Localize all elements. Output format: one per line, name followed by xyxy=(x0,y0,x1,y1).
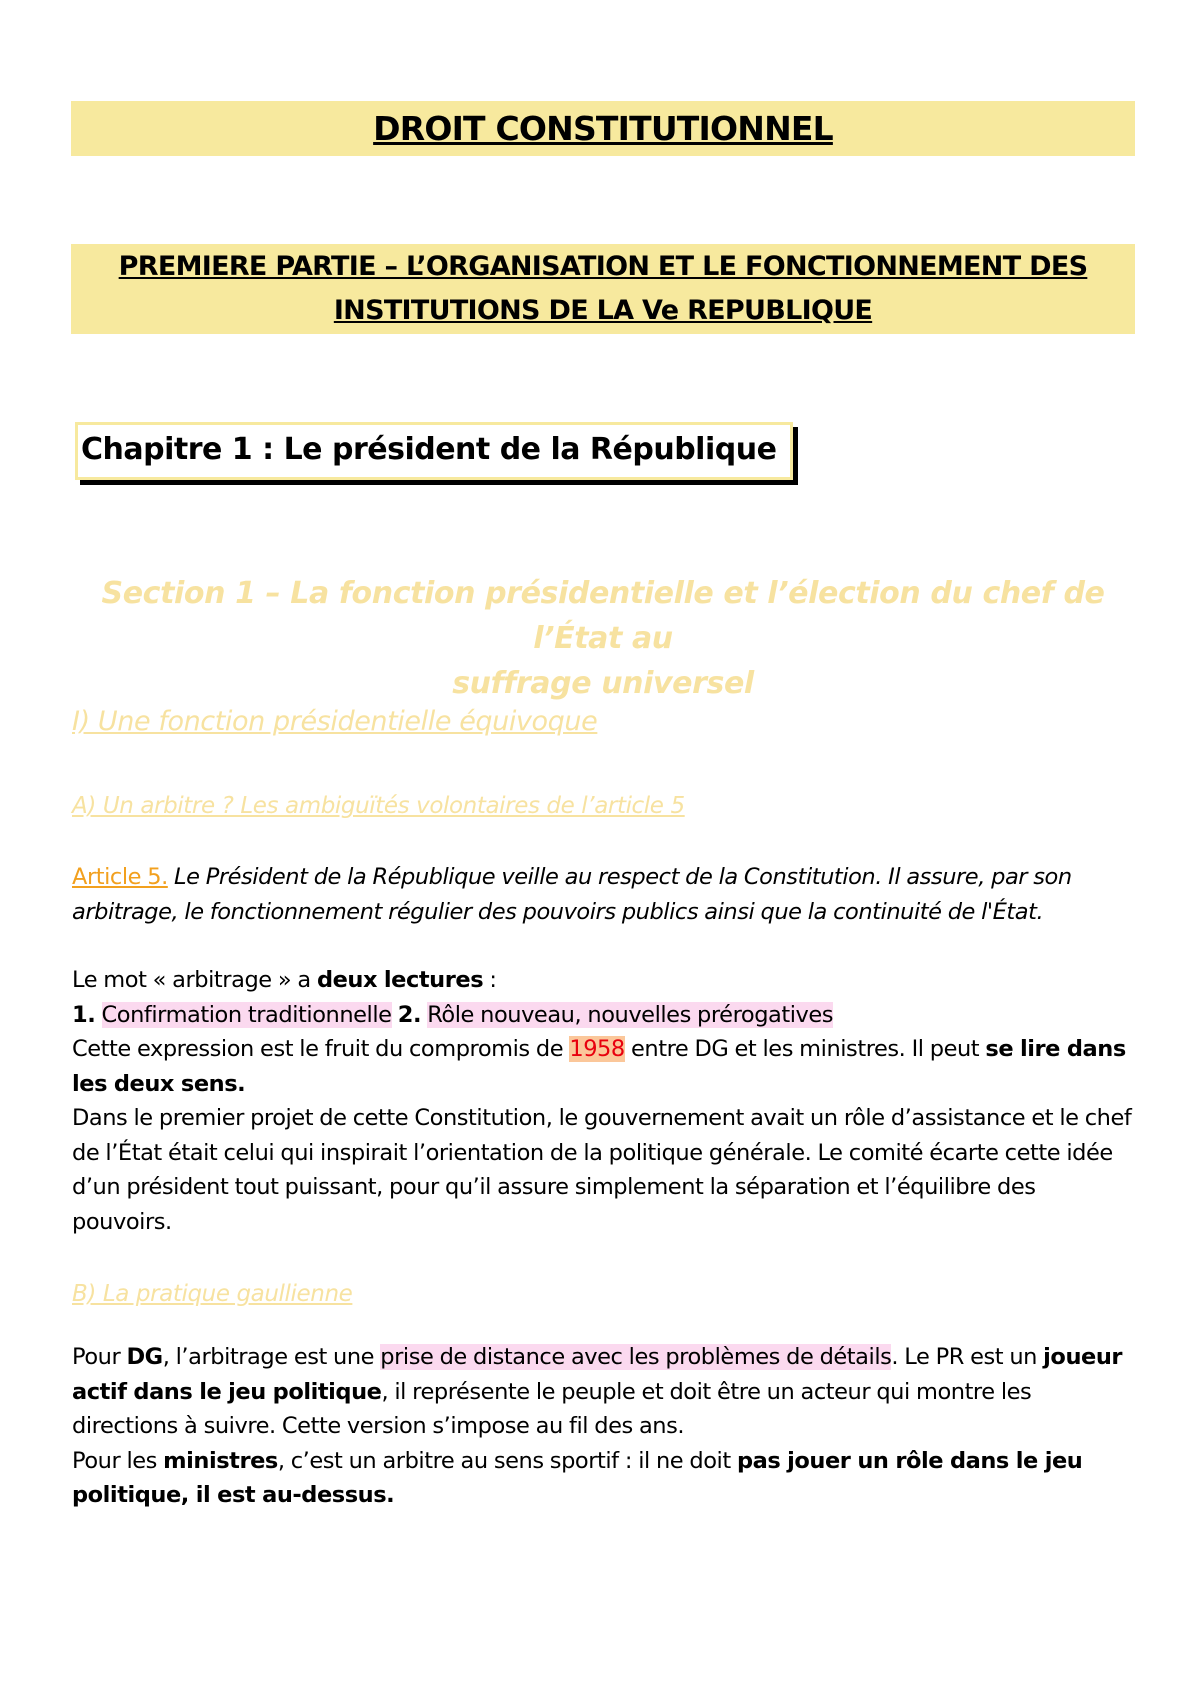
dg-text-3: . Le PR est un xyxy=(891,1344,1044,1370)
part-heading-line2: INSTITUTIONS DE LA Ve REPUBLIQUE xyxy=(333,295,873,326)
dg-text-4: , il représente le peuple et doit être un acteur qui montre les directions à suivre. Cette version s’impose au fil des ans. xyxy=(72,1378,1032,1439)
ministres-text-2: , c’est un arbitre au sens sportif : il ne doit xyxy=(277,1447,737,1474)
document-title: DROIT CONSTITUTIONNEL xyxy=(71,101,1135,156)
part-heading-line1: PREMIERE PARTIE – L’ORGANISATION ET LE FONCTIONNEMENT DES xyxy=(118,251,1088,282)
section-heading xyxy=(71,571,1135,706)
dg-text-1: Pour xyxy=(72,1344,127,1370)
reading-number-2: 2. xyxy=(397,1001,422,1028)
ministres-bold-2: pas jouer un rôle dans le jeu politique, il est au-dessus. xyxy=(72,1447,1083,1508)
compromis-text: Cette expression est le fruit du compromis de xyxy=(72,1036,570,1062)
mot-intro-bold: deux lectures xyxy=(316,967,484,993)
year-highlight: 1958 xyxy=(569,1036,625,1062)
mot-intro: Le mot « arbitrage » a xyxy=(72,967,317,993)
article-5-paragraph xyxy=(72,860,1140,929)
compromis-bold: se lire dans les deux sens. xyxy=(72,1036,1126,1097)
section-heading-line2: suffrage universel xyxy=(452,666,754,701)
reading-number-1: 1. xyxy=(72,1001,96,1028)
heading-subpart-a: A) Un arbitre ? Les ambiguïtés volontaires de l’article 5 xyxy=(72,793,685,819)
article-5-link[interactable]: Article 5. xyxy=(72,864,168,890)
mot-intro-colon: : xyxy=(483,967,497,993)
dg-text-2: , l’arbitrage est une xyxy=(162,1344,381,1370)
dg-bold: DG xyxy=(126,1344,163,1370)
heading-part-one: I) Une fonction présidentielle équivoque xyxy=(72,706,598,737)
ministres-text-1: Pour les xyxy=(72,1447,164,1474)
ministres-bold: ministres xyxy=(163,1447,278,1474)
arbitrage-paragraph xyxy=(72,963,1140,1239)
heading-subpart-b: B) La pratique gaullienne xyxy=(72,1281,353,1307)
article-5-text: Le Président de la République veille au respect de la Constitution. Il assure, par son arbitrage, le fonctionnement régulier des pouvoirs publics ainsi que la continuité de l'État. xyxy=(72,864,1072,925)
reading-item-2: Rôle nouveau, nouvelles prérogatives xyxy=(427,1001,834,1028)
reading-item-1: Confirmation traditionnelle xyxy=(101,1001,392,1028)
gaullien-paragraph xyxy=(72,1340,1140,1513)
part-heading xyxy=(71,244,1135,334)
dg-bold-2: joueur actif dans le jeu politique xyxy=(72,1344,1123,1405)
chapter-heading: Chapitre 1 : Le président de la République xyxy=(75,422,793,480)
dg-highlight: prise de distance avec les problèmes de détails xyxy=(380,1344,892,1370)
section-heading-line1: Section 1 – La fonction présidentielle et l’élection du chef de l’État au xyxy=(101,576,1105,656)
projet-text: Dans le premier projet de cette Constitution, le gouvernement avait un rôle d’assistance et le chef de l’État était celui qui inspirait l’orientation de la politique générale. Le comité écarte cette idée d’un président tout puissant, pour qu’il assure simplement la séparation et l’équilibre des pouvoirs. xyxy=(72,1105,1132,1235)
compromis-text-2: entre DG et les ministres. Il peut xyxy=(624,1036,986,1062)
